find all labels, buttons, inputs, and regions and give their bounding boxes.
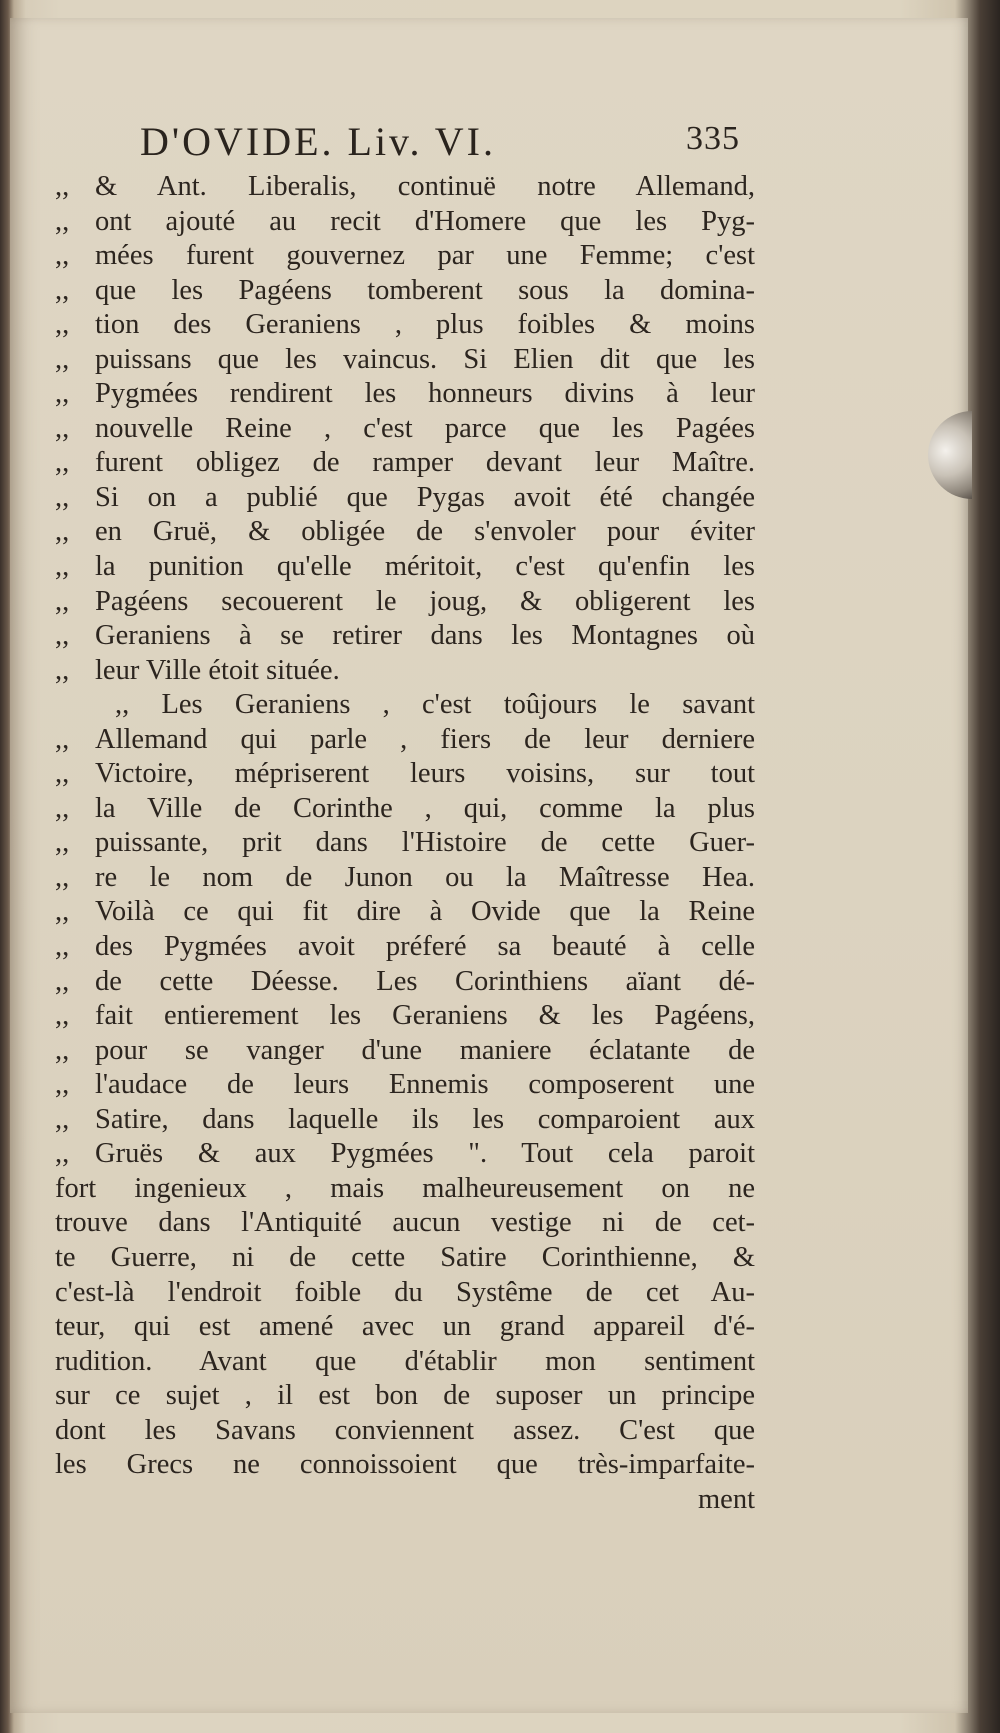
quote-mark: ,, [55, 309, 70, 341]
line-text: nouvelle Reine , c'est parce que les Pagées [95, 412, 755, 444]
line-text: pour se vanger d'une maniere éclatante de [95, 1034, 755, 1066]
text-line [55, 1034, 755, 1069]
quote-mark: ,, [55, 412, 70, 444]
quote-mark: ,, [55, 827, 70, 859]
text-line [55, 1310, 755, 1345]
text-line [55, 481, 755, 516]
text-line [55, 930, 755, 965]
text-line [55, 999, 755, 1034]
quote-mark: ,, [55, 343, 70, 375]
text-line [55, 377, 755, 412]
text-line [55, 861, 755, 896]
text-line [55, 343, 755, 378]
line-text: Geraniens à se retirer dans les Montagnes où [95, 620, 755, 652]
line-text: des Pygmées avoit préferé sa beauté à celle [95, 931, 755, 963]
line-text: ,, Les Geraniens , c'est toûjours le savant [115, 689, 755, 721]
line-text: les Grecs ne connoissoient que très-imparfaite- [55, 1449, 755, 1481]
quote-mark: ,, [55, 1034, 70, 1066]
line-text: Victoire, mépriserent leurs voisins, sur tout [95, 758, 755, 790]
line-text: rudition. Avant que d'établir mon sentiment [55, 1345, 755, 1377]
text-line [55, 170, 755, 205]
text-line [55, 619, 755, 654]
quote-mark: ,, [55, 758, 70, 790]
quote-mark: ,, [55, 481, 70, 513]
quote-mark: ,, [55, 792, 70, 824]
text-line [55, 1068, 755, 1103]
text-line [55, 205, 755, 240]
quote-mark: ,, [55, 171, 70, 202]
catchword-text: ment [698, 1483, 755, 1515]
text-line [55, 1172, 755, 1207]
text-line [55, 1414, 755, 1449]
line-text: puissans que les vaincus. Si Elien dit que les [95, 343, 755, 375]
text-line [55, 308, 755, 343]
text-line [55, 1137, 755, 1172]
text-line [55, 446, 755, 481]
page-text [55, 170, 755, 1517]
quote-mark: ,, [55, 240, 70, 272]
quote-mark: ,, [55, 620, 70, 652]
quote-mark: ,, [55, 1103, 70, 1135]
line-text: leur Ville étoit située. [95, 654, 340, 686]
line-text: ont ajouté au recit d'Homere que les Pyg- [95, 205, 755, 237]
text-line [55, 654, 755, 689]
quote-mark: ,, [55, 861, 70, 893]
text-line [55, 1345, 755, 1380]
line-text: fait entierement les Geraniens & les Pagéens, [95, 1000, 755, 1032]
line-text: trouve dans l'Antiquité aucun vestige ni de cet- [55, 1207, 755, 1239]
line-text: Gruës & aux Pygmées ". Tout cela paroit [95, 1138, 755, 1170]
line-text: Pagéens secouerent le joug, & obligerent les [95, 585, 755, 617]
line-text: dont les Savans conviennent assez. C'est que [55, 1414, 755, 1446]
text-line [55, 585, 755, 620]
quote-mark: ,, [55, 1069, 70, 1101]
quote-mark: ,, [55, 723, 70, 755]
line-text: tion des Geraniens , plus foibles & moins [95, 309, 755, 341]
text-line [55, 1241, 755, 1276]
line-text: Satire, dans laquelle ils les comparoient aux [95, 1103, 755, 1135]
text-line [55, 688, 755, 723]
catchword [55, 1483, 755, 1518]
text-line [55, 895, 755, 930]
text-line [55, 1379, 755, 1414]
quote-mark: ,, [55, 1138, 70, 1170]
quote-mark: ,, [55, 516, 70, 548]
line-text: Pygmées rendirent les honneurs divins à leur [95, 378, 755, 410]
line-text: re le nom de Junon ou la Maîtresse Hea. [95, 861, 755, 893]
text-line [55, 757, 755, 792]
quote-mark: ,, [55, 896, 70, 928]
text-line [55, 412, 755, 447]
quote-mark: ,, [55, 1000, 70, 1032]
quote-mark: ,, [55, 585, 70, 617]
quote-mark: ,, [55, 551, 70, 583]
quote-mark: ,, [55, 205, 70, 237]
running-head [140, 118, 740, 168]
line-text: sur ce sujet , il est bon de suposer un principe [55, 1380, 755, 1412]
line-text: la Ville de Corinthe , qui, comme la plus [95, 792, 755, 824]
line-text: que les Pagéens tomberent sous la domina- [95, 274, 755, 306]
quote-mark: ,, [55, 378, 70, 410]
text-line [55, 965, 755, 1000]
text-line [55, 1103, 755, 1138]
line-text: & Ant. Liberalis, continuë notre Allemand, [95, 171, 755, 202]
line-text: furent obligez de ramper devant leur Maître. [95, 447, 755, 479]
text-line [55, 1448, 755, 1483]
line-text: en Gruë, & obligée de s'envoler pour éviter [95, 516, 755, 548]
text-line [55, 550, 755, 585]
line-text: de cette Déesse. Les Corinthiens aïant dé- [95, 965, 755, 997]
quote-mark: ,, [55, 274, 70, 306]
quote-mark: ,, [55, 931, 70, 963]
quote-mark: ,, [55, 447, 70, 479]
line-text: Si on a publié que Pygas avoit été changée [95, 481, 755, 513]
text-line [55, 515, 755, 550]
text-line [55, 1276, 755, 1311]
quote-mark: ,, [55, 965, 70, 997]
text-line [55, 792, 755, 827]
line-text: puissante, prit dans l'Histoire de cette Guer- [95, 827, 755, 859]
line-text: mées furent gouvernez par une Femme; c'est [95, 240, 755, 272]
text-line [55, 239, 755, 274]
line-text: fort ingenieux , mais malheureusement on ne [55, 1172, 755, 1204]
page-clip [928, 411, 972, 499]
text-line [55, 723, 755, 758]
running-head-title: D'OVIDE. Liv. VI. [140, 119, 496, 164]
quote-mark: ,, [55, 654, 70, 686]
line-text: Voilà ce qui fit dire à Ovide que la Reine [95, 896, 755, 928]
line-text: teur, qui est amené avec un grand appareil d'é- [55, 1311, 755, 1343]
page-number: 335 [686, 120, 740, 157]
line-text: Allemand qui parle , fiers de leur derniere [95, 723, 755, 755]
text-line [55, 826, 755, 861]
line-text: l'audace de leurs Ennemis composerent une [95, 1069, 755, 1101]
line-text: la punition qu'elle méritoit, c'est qu'enfin les [95, 551, 755, 583]
line-text: c'est-là l'endroit foible du Systême de cet Au- [55, 1276, 755, 1308]
text-line [55, 1206, 755, 1241]
text-line [55, 274, 755, 309]
line-text: te Guerre, ni de cette Satire Corinthienne, & [55, 1241, 755, 1273]
